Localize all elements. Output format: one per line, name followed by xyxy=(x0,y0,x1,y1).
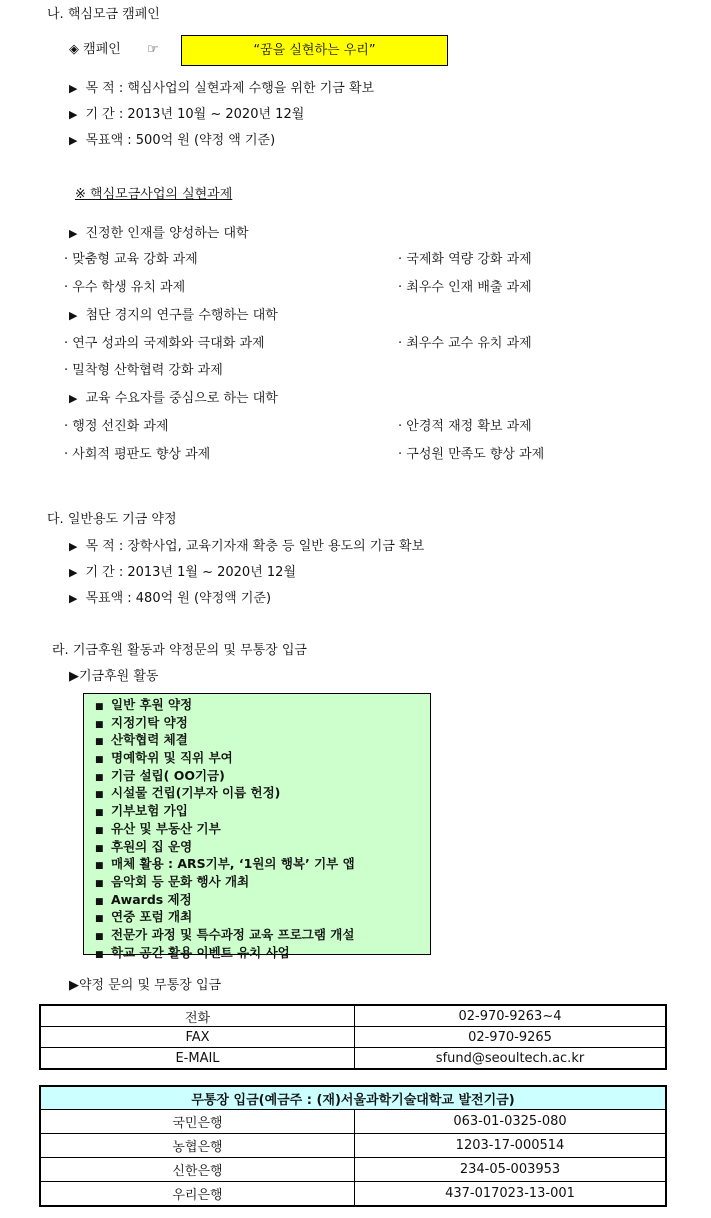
da-goal: ▶ 목표액 : 480억 원 (약정액 기준) xyxy=(69,591,272,606)
campaign-slogan-box: “꿈을 실현하는 우리” xyxy=(181,35,448,66)
table-row xyxy=(40,1005,666,1027)
triangle-icon: ▶ xyxy=(69,540,78,553)
pointer-icon: ☞ xyxy=(147,42,159,57)
activities-box xyxy=(83,693,431,960)
list-item: ■ 명예학위 및 직위 부여 xyxy=(84,749,430,767)
bank-table xyxy=(39,1085,667,1207)
contact-label: E-MAIL xyxy=(40,1048,355,1070)
task-item: · 국제화 역량 강화 과제 xyxy=(398,252,532,267)
group-title-1: ▶ 진정한 인재를 양성하는 대학 xyxy=(69,226,249,241)
task-item: · 최우수 교수 유치 과제 xyxy=(398,336,532,351)
bank-name: 농협은행 xyxy=(40,1134,355,1158)
task-item: · 연구 성과의 국제화와 극대화 과제 xyxy=(64,336,265,351)
list-item: ■ 유산 및 부동산 기부 xyxy=(84,820,430,838)
campaign-label: ◈ 캠페인 xyxy=(69,42,121,57)
triangle-icon: ▶ xyxy=(69,134,78,147)
contact-value: 02-970-9265 xyxy=(355,1027,667,1048)
triangle-icon: ▶ xyxy=(69,227,78,240)
group-title-3: ▶ 교육 수요자를 중심으로 하는 대학 xyxy=(69,391,278,406)
bank-header: 무통장 입금(예금주 : (재)서울과학기술대학교 발전기금) xyxy=(40,1086,666,1110)
bullet-icon: ■ xyxy=(95,790,104,801)
bullet-icon: ■ xyxy=(95,755,104,766)
table-row xyxy=(40,1048,666,1070)
group-title-2: ▶ 첨단 경지의 연구를 수행하는 대학 xyxy=(69,308,278,323)
contact-table xyxy=(39,1004,667,1070)
list-item: ■ 음악회 등 문화 행사 개최 xyxy=(84,873,430,891)
task-item: · 우수 학생 유치 과제 xyxy=(64,280,186,295)
bullet-icon: ■ xyxy=(95,931,104,942)
task-item: · 최우수 인재 배출 과제 xyxy=(398,280,532,295)
table-row xyxy=(40,1182,666,1207)
list-item: ■ 후원의 집 운영 xyxy=(84,838,430,856)
list-item: ■ 산학협력 체결 xyxy=(84,731,430,749)
list-item: ■ Awards 제정 xyxy=(84,891,430,909)
table-row xyxy=(40,1027,666,1048)
bank-account: 234-05-003953 xyxy=(355,1158,667,1182)
bullet-icon: ■ xyxy=(95,772,104,783)
da-purpose: ▶ 목 적 : 장학사업, 교육기자재 확충 등 일반 용도의 기금 확보 xyxy=(69,539,425,554)
list-item: ■ 전문가 과정 및 특수과정 교육 프로그램 개설 xyxy=(84,926,430,944)
section-title-da: 다. 일반용도 기금 약정 xyxy=(47,512,177,527)
list-item: ■ 시설물 건립(기부자 이름 헌정) xyxy=(84,784,430,802)
task-item: · 행정 선진화 과제 xyxy=(64,419,169,434)
task-item: · 구성원 만족도 향상 과제 xyxy=(398,447,545,462)
na-period: ▶ 기 간 : 2013년 10월 ~ 2020년 12월 xyxy=(69,107,305,122)
task-item: · 사회적 평판도 향상 과제 xyxy=(64,447,211,462)
contact-title: ▶약정 문의 및 무통장 입금 xyxy=(69,978,222,993)
bank-account: 1203-17-000514 xyxy=(355,1134,667,1158)
task-item: · 맞춤형 교육 강화 과제 xyxy=(64,252,198,267)
section-title-ra: 라. 기금후원 활동과 약정문의 및 무통장 입금 xyxy=(52,643,307,658)
bullet-icon: ■ xyxy=(95,914,104,925)
triangle-icon: ▶ xyxy=(69,108,78,121)
tasks-title: ※ 핵심모금사업의 실현과제 xyxy=(75,187,233,202)
task-item: · 밀착형 산학협력 강화 과제 xyxy=(64,363,223,378)
bullet-icon: ■ xyxy=(95,949,104,960)
activities-title: ▶기금후원 활동 xyxy=(69,669,159,684)
table-row xyxy=(40,1134,666,1158)
bank-name: 신한은행 xyxy=(40,1158,355,1182)
bank-name: 국민은행 xyxy=(40,1110,355,1134)
task-item: · 안경적 재정 확보 과제 xyxy=(398,419,532,434)
bank-name: 우리은행 xyxy=(40,1182,355,1207)
bullet-icon: ■ xyxy=(95,737,104,748)
triangle-icon: ▶ xyxy=(69,309,78,322)
bullet-icon: ■ xyxy=(95,843,104,854)
list-item: ■ 매체 활용 : ARS기부, ‘1원의 행복’ 기부 앱 xyxy=(84,855,430,873)
triangle-icon: ▶ xyxy=(69,566,78,579)
contact-label: 전화 xyxy=(40,1005,355,1027)
contact-value: 02-970-9263~4 xyxy=(355,1005,667,1027)
bullet-icon: ■ xyxy=(95,861,104,872)
list-item: ■ 기금 설립( OO기금) xyxy=(84,767,430,785)
table-row xyxy=(40,1158,666,1182)
triangle-icon: ▶ xyxy=(69,82,78,95)
bullet-icon: ■ xyxy=(95,825,104,836)
table-row xyxy=(40,1110,666,1134)
list-item: ■ 지정기탁 약정 xyxy=(84,714,430,732)
list-item: ■ 기부보험 가입 xyxy=(84,802,430,820)
contact-label: FAX xyxy=(40,1027,355,1048)
list-item: ■ 일반 후원 약정 xyxy=(84,696,430,714)
bullet-icon: ■ xyxy=(95,719,104,730)
bullet-icon: ■ xyxy=(95,878,104,889)
section-title-na: 나. 핵심모금 캠페인 xyxy=(47,7,160,22)
na-purpose: ▶ 목 적 : 핵심사업의 실현과제 수행을 위한 기금 확보 xyxy=(69,81,375,96)
bullet-icon: ■ xyxy=(95,896,104,907)
bank-account: 063-01-0325-080 xyxy=(355,1110,667,1134)
contact-value: sfund@seoultech.ac.kr xyxy=(355,1048,667,1070)
triangle-icon: ▶ xyxy=(69,392,78,405)
table-header xyxy=(40,1086,666,1110)
list-item: ■ 학교 공간 활용 이벤트 유치 사업 xyxy=(84,944,430,962)
da-period: ▶ 기 간 : 2013년 1월 ~ 2020년 12월 xyxy=(69,565,296,580)
bullet-icon: ■ xyxy=(95,702,104,712)
bullet-icon: ■ xyxy=(95,808,104,819)
bank-account: 437-017023-13-001 xyxy=(355,1182,667,1207)
na-goal: ▶ 목표액 : 500억 원 (약정 액 기준) xyxy=(69,133,276,148)
list-item: ■ 연중 포럼 개최 xyxy=(84,908,430,926)
triangle-icon: ▶ xyxy=(69,592,78,605)
